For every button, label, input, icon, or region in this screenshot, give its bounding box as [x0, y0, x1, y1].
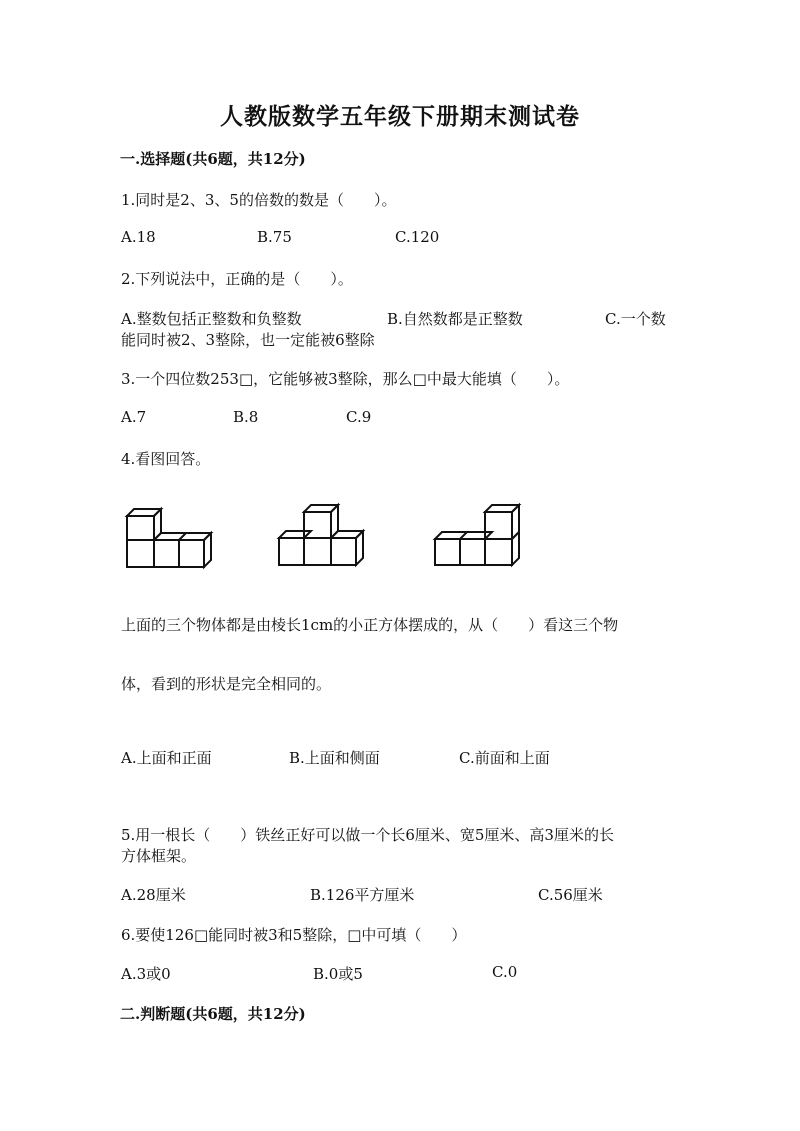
q3-option-b: B.8	[233, 408, 259, 426]
q3-option-c: C.9	[346, 408, 372, 426]
question-2: 2.下列说法中，正确的是（ ）。	[121, 270, 353, 288]
page-title: 人教版数学五年级下册期末测试卷	[220, 103, 580, 130]
q4-option-a: A.上面和正面	[121, 749, 212, 767]
q6-option-c: C.0	[492, 963, 518, 981]
q1-option-a: A.18	[121, 228, 156, 246]
q1-option-b: B.75	[257, 228, 292, 246]
q5-option-a: A.28厘米	[121, 886, 186, 904]
q2-option-c: C.一个数	[605, 310, 666, 328]
q4-body-line-2: 体，看到的形状是完全相同的。	[121, 675, 332, 693]
cube-figure-2	[276, 500, 368, 572]
q6-option-b: B.0或5	[313, 965, 363, 983]
q2-option-b: B.自然数都是正整数	[387, 310, 523, 328]
question-6: 6.要使126□能同时被3和5整除，□中可填（ ）	[121, 926, 467, 944]
question-5-continuation: 方体框架。	[121, 847, 197, 865]
q2-option-c-continuation: 能同时被2、3整除，也一定能被6整除	[121, 331, 375, 349]
q4-body-line-1: 上面的三个物体都是由棱长1cm的小正方体摆成的，从（ ）看这三个物	[121, 616, 619, 634]
q4-option-b: B.上面和侧面	[289, 749, 380, 767]
q5-option-c: C.56厘米	[538, 886, 603, 904]
q2-option-a: A.整数包括正整数和负整数	[121, 310, 302, 328]
q1-option-c: C.120	[395, 228, 440, 246]
question-5: 5.用一根长（ ）铁丝正好可以做一个长6厘米、宽5厘米、高3厘米的长	[121, 826, 614, 844]
q6-option-a: A.3或0	[121, 965, 171, 983]
q5-option-b: B.126平方厘米	[310, 886, 415, 904]
q3-option-a: A.7	[121, 408, 147, 426]
cube-figure-3	[432, 500, 524, 572]
q4-option-c: C.前面和上面	[459, 749, 550, 767]
section-heading-choice: 一.选择题(共6题，共12分)	[120, 150, 306, 168]
section-heading-judgement: 二.判断题(共6题，共12分)	[120, 1005, 306, 1023]
question-3: 3.一个四位数253□，它能够被3整除，那么□中最大能填（ ）。	[121, 370, 570, 388]
cube-figure-1	[124, 500, 216, 572]
question-4: 4.看图回答。	[121, 450, 211, 468]
question-1: 1.同时是2、3、5的倍数的数是（ ）。	[121, 191, 397, 209]
